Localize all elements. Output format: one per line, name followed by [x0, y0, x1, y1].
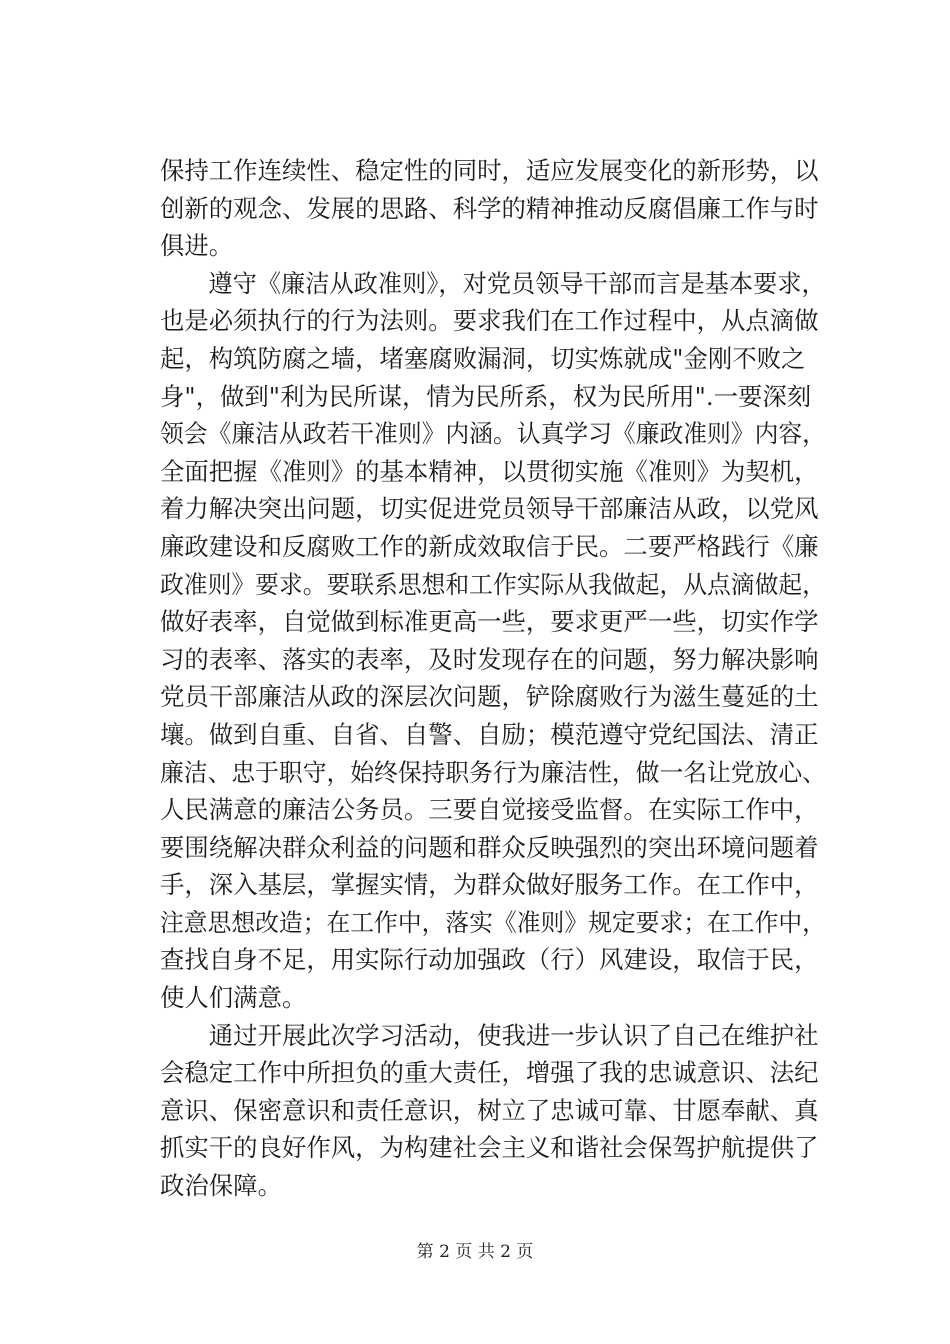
text-line: 要围绕解决群众利益的问题和群众反映强烈的突出环境问题着 [160, 832, 819, 862]
text-line: 全面把握《准则》的基本精神，以贯彻实施《准则》为契机， [160, 456, 819, 486]
text-line: 政治保障。 [160, 1171, 282, 1201]
text-line: 俱进。 [160, 231, 234, 261]
text-line: 创新的观念、发展的思路、科学的精神推动反腐倡廉工作与时 [160, 193, 819, 223]
text-line: 政准则》要求。要联系思想和工作实际从我做起，从点滴做起， [160, 569, 826, 599]
text-line: 壤。做到自重、自省、自警、自励；模范遵守党纪国法、清正 [160, 719, 819, 749]
text-line: 党员干部廉洁从政的深层次问题，铲除腐败行为滋生蔓延的土 [160, 682, 819, 712]
page-number-footer: 第 2 页 共 2 页 [416, 1242, 534, 1262]
text-line: 人民满意的廉洁公务员。三要自觉接受监督。在实际工作中， [160, 795, 819, 825]
text-line: 通过开展此次学习活动，使我进一步认识了自己在维护社 [160, 1020, 819, 1050]
text-line: 意识、保密意识和责任意识，树立了忠诚可靠、甘愿奉献、真 [160, 1095, 819, 1125]
text-line: 做好表率，自觉做到标准更高一些，要求更严一些，切实作学 [160, 607, 819, 637]
text-line: 注意思想改造；在工作中，落实《准则》规定要求；在工作中， [160, 907, 826, 937]
text-line: 身"，做到"利为民所谋，情为民所系，权为民所用".一要深刻 [160, 381, 812, 411]
text-line: 抓实干的良好作风，为构建社会主义和谐社会保驾护航提供了 [160, 1133, 819, 1163]
text-line: 保持工作连续性、稳定性的同时，适应发展变化的新形势，以 [160, 156, 819, 185]
text-line: 廉政建设和反腐败工作的新成效取信于民。二要严格践行《廉 [160, 531, 819, 561]
text-line: 遵守《廉洁从政准则》，对党员领导干部而言是基本要求， [160, 268, 826, 298]
text-line: 会稳定工作中所担负的重大责任，增强了我的忠诚意识、法纪 [160, 1058, 819, 1088]
text-line: 起，构筑防腐之墙，堵塞腐败漏洞，切实炼就成"金刚不败之 [160, 343, 806, 373]
text-line: 习的表率、落实的表率，及时发现存在的问题，努力解决影响 [160, 644, 819, 674]
text-line: 使人们满意。 [160, 983, 307, 1013]
text-line: 领会《廉洁从政若干准则》内涵。认真学习《廉政准则》内容， [160, 419, 826, 449]
text-line: 着力解决突出问题，切实促进党员领导干部廉洁从政，以党风 [160, 494, 819, 524]
text-line: 查找自身不足，用实际行动加强政（行）风建设，取信于民， [160, 945, 819, 975]
document-body [160, 152, 826, 1205]
text-line: 廉洁、忠于职守，始终保持职务行为廉洁性，做一名让党放心、 [160, 757, 826, 787]
text-line: 也是必须执行的行为法则。要求我们在工作过程中，从点滴做 [160, 306, 819, 336]
text-line: 手，深入基层，掌握实情，为群众做好服务工作。在工作中， [160, 870, 819, 900]
